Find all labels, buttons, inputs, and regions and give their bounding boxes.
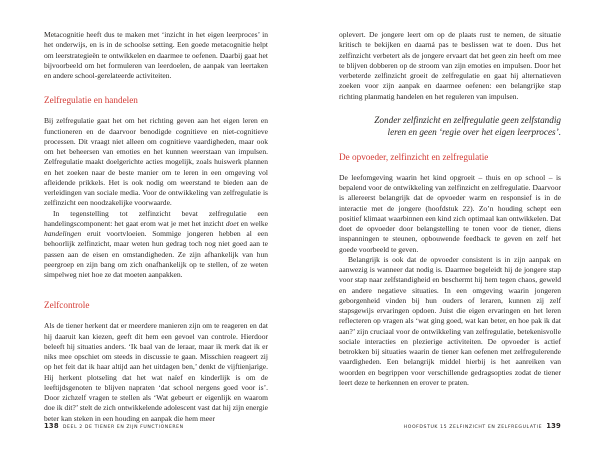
paragraph: Belangrijk is ook dat de opvoeder consistent is in zijn aanpak en aanwezig is wanneer dat nodig is. Daarmee begeleidt hij de jongere stap voor stap naar zelfstandigheid en beschermt hij hem tegen chaos, geweld en andere negatieve situaties. In een omgeving waarin jongeren geborgenheid vinden bij hun ouders of leraren, kunnen zij zelf stapsgewijs ervaringen opdoen. Juist die eigen ervaringen en het leren reflecteren op vragen als ‘wat ging goed, wat kan beter, en hoe pak ik dat aan?’ zijn cruciaal voor de ontwikkeling van zelfregulatie, betekenisvolle sociale interacties en plezierige activiteiten. De opvoeder is actief betrokken bij situaties waarin de tiener kan oefenen met zelfregulerende vaardigheden. Een belangrijk middel hierbij is het aanreiken van woorden en begrippen voor verschillende gedragsopties zodat de tiener leert deze te herkennen en erover te praten. bbox=[339, 254, 561, 387]
pull-quote: Zonder zelfinzicht en zelfregulatie geen zelfstandig leren en geen ‘regie over het eigen leerproces’. bbox=[374, 114, 561, 137]
left-text-column bbox=[44, 30, 268, 424]
running-head: HOOFDSTUK 15 ZELFINZICHT EN ZELFREGULATIE bbox=[403, 425, 543, 430]
right-text-column bbox=[339, 30, 561, 388]
section-heading-zelfregulatie: Zelfregulatie en handelen bbox=[44, 95, 138, 106]
paragraph: De leefomgeving waarin het kind opgroeit – thuis en op school – is bepalend voor de ontwikkeling van zelfinzicht en zelfregulatie. Daarvoor is allereerst belangrijk dat de opvoeder warm en responsief is in de interactie met de jongere (hoofdstuk 22). Zo’n houding schept een positief klimaat waarbinnen een kind zich optimaal kan ontwikkelen. Dat doet de opvoeder door belangstelling te tonen voor de tiener, diens inspanningen te steunen, opbouwende feedback te geven en zelf het goede voorbeeld te geven. bbox=[339, 172, 561, 254]
section-heading-opvoeder: De opvoeder, zelfinzicht en zelfregulatie bbox=[339, 151, 489, 162]
paragraph: Bij zelfregulatie gaat het om het richting geven aan het eigen leren en functioneren en de daarvoor benodigde cognitieve en niet-cognitieve processen. Dit vraagt niet alleen om cognitieve vaardigheden, maar ook om het beheersen van emoties en het kunnen weerstaan van impulsen. Zelfregulatie maakt doelgerichte acties mogelijk, zoals huiswerk plannen en het zoeken naar de beste manier om te leren in een omgeving vol afleidende prikkels. Het is ook nodig om weerstand te bieden aan de verleidingen van sociale media. Voor de ontwikkeling van zelfregulatie is zelfinzicht een noodzakelijke voorwaarde. bbox=[44, 116, 268, 208]
page-number: 138 bbox=[44, 422, 59, 430]
page-footer-left bbox=[44, 422, 184, 430]
paragraph: oplevert. De jongere leert om op de plaats rust te nemen, de situatie kritisch te bekijken en daarná pas te beslissen wat te doen. Dus het zelfinzicht verbetert als de jongere ervaart dat het geen zin heeft om mee te blijven dobberen op de stroom van zijn emoties en impulsen. Door het verbeterde zelfinzicht groeit de zelfregulatie en gaat hij alternatieven zoeken voor zijn aanpak en daarmee oefenen: een belangrijke stap richting planmatig handelen en het reguleren van impulsen. bbox=[339, 30, 561, 101]
right-page bbox=[300, 0, 600, 460]
paragraph: In tegenstelling tot zelfinzicht bevat zelfregulatie een handelingscomponent: het gaat erom wat je met het inzicht doet en welke handelingen eruit voortvloeien. Sommige jongeren hebben al een behoorlijk zelfinzicht, maar weten hun gedrag toch nog niet goed aan te passen aan de eisen en omstandigheden. Ze zijn afhankelijk van hun peergroep en zijn bang om zich onafhankelijk op te stellen, of ze weten simpelweg niet hoe ze dat moeten aanpakken. bbox=[44, 208, 268, 279]
section-heading-zelfcontrole: Zelfcontrole bbox=[44, 300, 90, 311]
running-head: DEEL 2 DE TIENER EN ZIJN FUNCTIONEREN bbox=[62, 425, 184, 430]
page-footer-right bbox=[404, 422, 561, 430]
paragraph: Als de tiener herkent dat er meerdere manieren zijn om te reageren en dat hij daaruit kan kiezen, geeft dit hem een gevoel van controle. Hierdoor beleeft hij situaties anders. ‘Ik baal van de leraar, maar ik merk dat ik er niks mee opschiet om steeds in discussie te gaan. Misschien reageert zij op het feit dat ik haar altijd aan het uitdagen ben,’ denkt de vijftienjarige. Hij herkent plotseling dat het wat naïef en kinderlijk is om de leeftijdsgenoten te blijven napraten ‘dat school nergens goed voor is’. Door zichzelf vragen te stellen als ‘Wat gebeurt er eigenlijk en waarom doe ik dit?’ stelt de zich ontwikkelende adolescent vast dat hij zijn energie beter kan steken in een houding en aanpak die hem meer bbox=[44, 321, 268, 423]
intro-paragraph: Metacognitie heeft dus te maken met ‘inzicht in het eigen leerproces’ in het onderwijs, en is in de schoolse setting. Een goede metacognitie helpt om leerstrategieën te ontwikkelen en daarmee te oefenen. Daarbij gaat het bijvoorbeeld om het formuleren van leerdoelen, de aanpak van leertaken en andere school-gerelateerde activiteiten. bbox=[44, 30, 268, 80]
page-number: 139 bbox=[546, 422, 561, 430]
